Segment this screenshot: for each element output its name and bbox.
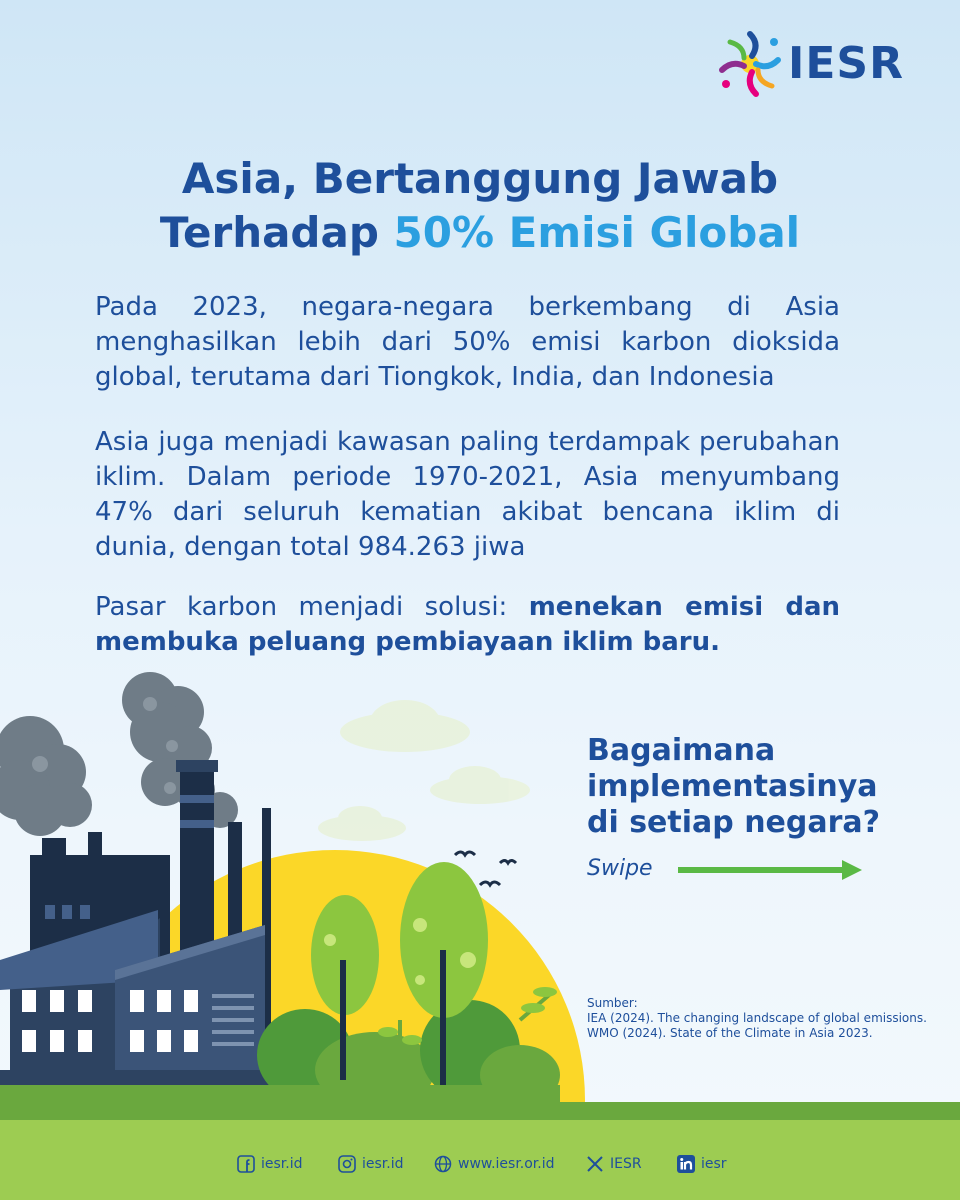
question-line-2: implementasinya <box>587 769 878 804</box>
website-link[interactable] <box>434 1155 555 1173</box>
instagram-link[interactable] <box>338 1155 404 1173</box>
x-handle: IESR <box>610 1156 642 1172</box>
question-line-1: Bagaimana <box>587 733 776 768</box>
iesr-logo-mark-icon <box>716 30 784 98</box>
iesr-logo <box>716 30 916 100</box>
sources-block <box>587 996 927 1041</box>
linkedin-icon <box>677 1155 695 1173</box>
paragraph-emissions: Pada 2023, negara-negara berkembang di Asia menghasilkan lebih dari 50% emisi karbon dioksida global, terutama dari Tiongkok, India, dan Indonesia <box>95 292 840 392</box>
title-line-1: Asia, Bertanggung Jawab <box>181 154 779 203</box>
linkedin-link[interactable] <box>677 1155 727 1173</box>
paragraph-climate-impact: Asia juga menjadi kawasan paling terdampak perubahan iklim. Dalam periode 1970-2021, Asia menyumbang 47% dari seluruh kematian akibat bencana iklim di dunia, dengan total 984.263 jiwa <box>95 427 840 562</box>
question-line-3: di setiap negara? <box>587 805 881 840</box>
cloud-shapes <box>318 700 530 841</box>
iesr-logo-text: IESR <box>788 38 904 89</box>
facebook-link[interactable] <box>237 1155 303 1173</box>
sources-label: Sumber: <box>587 996 638 1010</box>
title-line-2 <box>0 206 960 260</box>
source-item: WMO (2024). State of the Climate in Asia 2023. <box>587 1026 873 1040</box>
globe-icon <box>434 1155 452 1173</box>
page-title <box>0 152 960 260</box>
facebook-icon <box>237 1155 255 1173</box>
title-line-2-prefix: Terhadap <box>159 208 394 257</box>
paragraph-carbon-market-bold: menekan emisi dan membuka peluang pembiayaan iklim baru. <box>95 592 841 657</box>
website-url: www.iesr.or.id <box>458 1156 555 1172</box>
facebook-handle: iesr.id <box>261 1156 303 1172</box>
paragraph-carbon-market-prefix: Pasar karbon menjadi solusi: <box>95 592 529 622</box>
instagram-handle: iesr.id <box>362 1156 404 1172</box>
linkedin-handle: iesr <box>701 1156 727 1172</box>
x-icon <box>586 1155 604 1173</box>
social-footer <box>0 1155 960 1179</box>
swipe-arrow-icon[interactable] <box>678 858 862 882</box>
instagram-icon <box>338 1155 356 1173</box>
x-link[interactable] <box>586 1155 642 1173</box>
swipe-label: Swipe <box>587 856 653 881</box>
ground-strip <box>0 1102 960 1122</box>
title-highlight: 50% Emisi Global <box>393 208 801 257</box>
question-heading <box>587 733 917 841</box>
factory-scene-illustration <box>0 660 960 1110</box>
source-item: IEA (2024). The changing landscape of global emissions. <box>587 1011 927 1025</box>
paragraph-carbon-market <box>95 590 840 660</box>
